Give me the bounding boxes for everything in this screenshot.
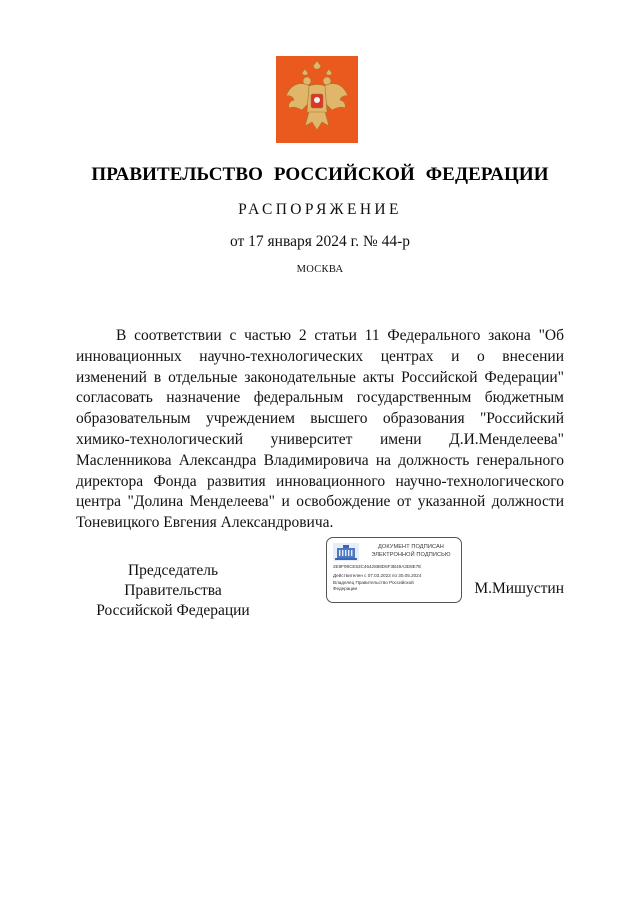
government-building-icon [333,543,359,561]
document-date-number: от 17 января 2024 г. № 44-р [229,233,411,250]
stamp-heading-line2: ЭЛЕКТРОННОЙ ПОДПИСЬЮ [371,551,451,558]
government-title: ПРАВИТЕЛЬСТВО РОССИЙСКОЙ ФЕДЕРАЦИИ [91,164,549,185]
signer-name: М.Мишустин [474,580,564,597]
double-headed-eagle-icon [276,56,358,143]
coat-of-arms-emblem [276,56,358,143]
document-city: МОСКВА [296,264,344,275]
order-paragraph: В соответствии с частью 2 статьи 11 Федерального закона "Об инновационных научно-технологических центрах и о внесении изменений в отдельные законодательные акты Российской Федерации" согласовать назначение федеральным государственным бюджетным образовательным учреждением высшего образования "Российский химико-технологический университет имени Д.И.Менделеева" Масленникова Александра Владимировича на должность генерального директора Фонда развития инновационного научно-технологического центра "Долина Менделеева" и освобождение от указанной должности Тоневицкого Евгения Александровича. [76,327,564,532]
document-type: РАСПОРЯЖЕНИЕ [238,201,402,218]
signer-position-line1: Председатель Правительства [124,562,222,599]
stamp-validity: Действителен с 07.03.2023 по 30.05.2024 [333,573,422,578]
stamp-heading-line1: ДОКУМЕНТ ПОДПИСАН [378,544,444,550]
stamp-certificate: 2E8F99CE53C4642888D6F3B49A3D8E7E [333,564,422,569]
stamp-heading [363,544,459,560]
stamp-owner-line2: Федерации [333,586,358,591]
signer-position-line2: Российской Федерации [96,602,250,619]
stamp-owner-line1: Владелец Правительство Российской [333,580,414,585]
electronic-signature-stamp [326,537,462,603]
signer-position [78,561,268,621]
